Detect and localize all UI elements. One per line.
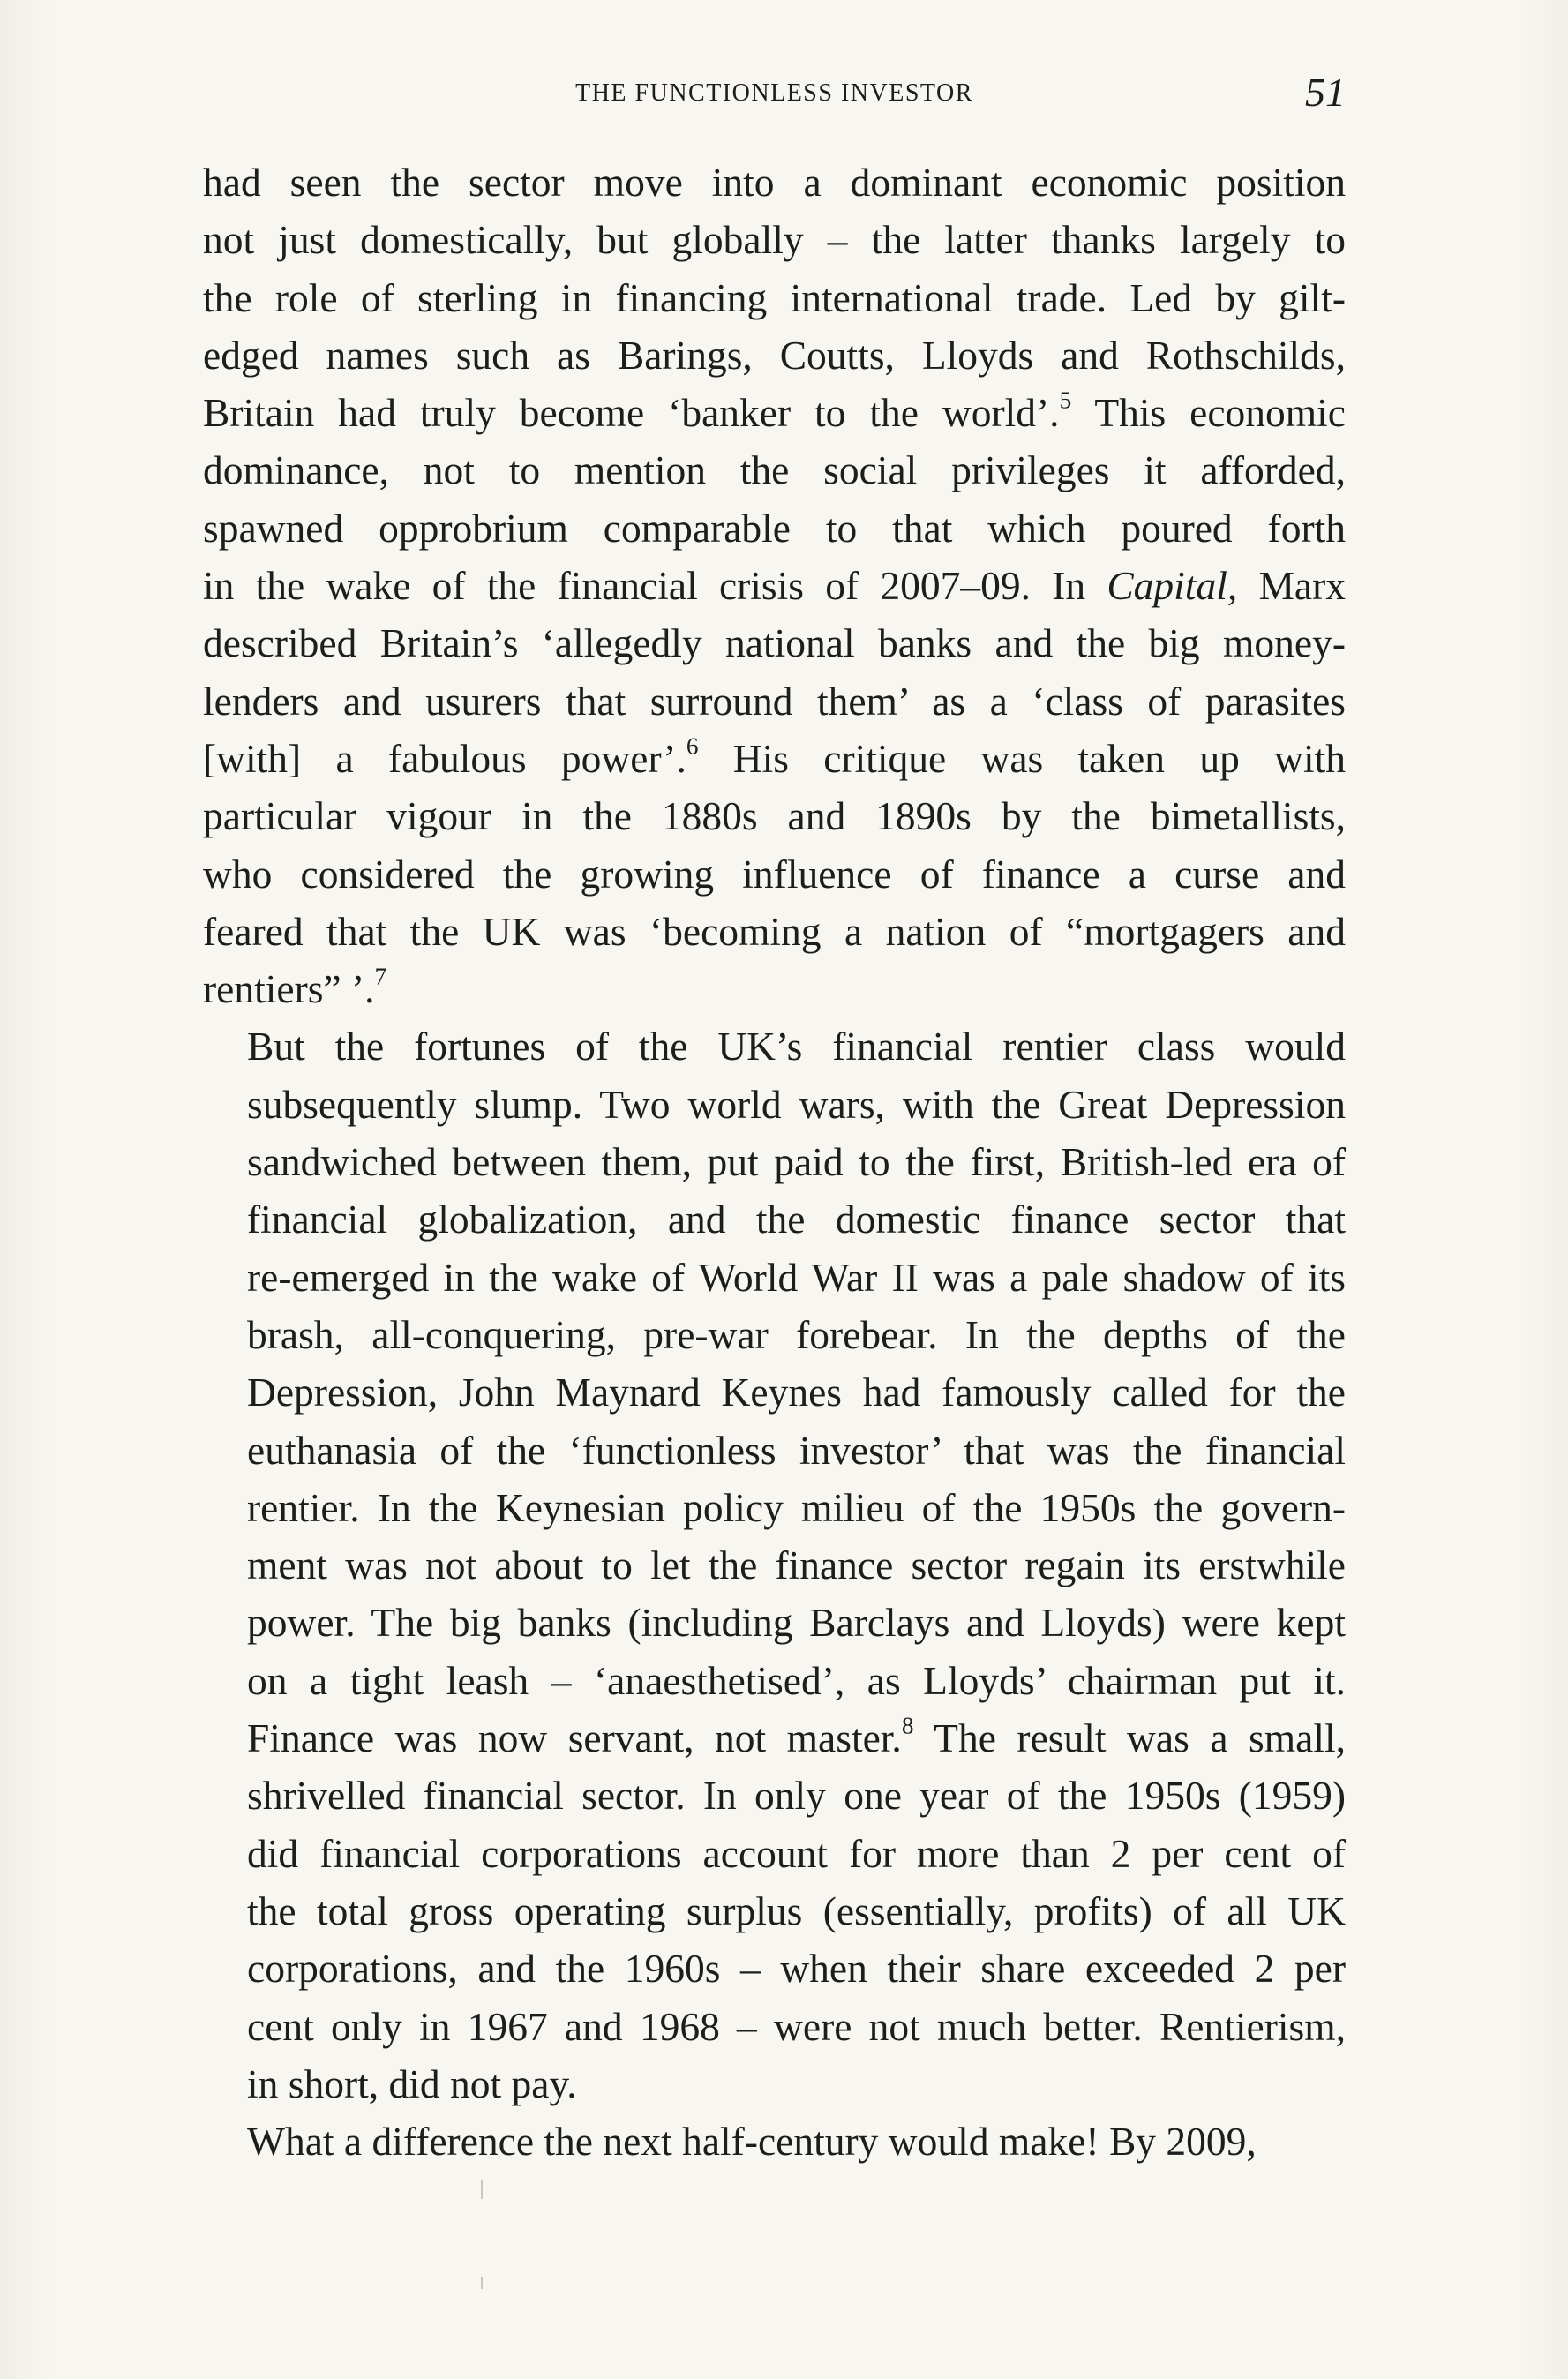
text-line: Depression, John Maynard Keynes had famously called for the <box>247 1370 1346 1415</box>
text-line: not just domestically, but globally – the latter thanks largely to <box>203 217 1346 263</box>
text-line: who considered the growing influence of finance a curse and <box>203 851 1346 897</box>
text-line: particular vigour in the 1880s and 1890s by the bimetallists, <box>203 793 1346 839</box>
paragraph <box>203 2113 1346 2170</box>
text-line: But the fortunes of the UK’s financial rentier class would <box>247 1024 1346 1069</box>
running-title: THE FUNCTIONLESS INVESTOR <box>575 79 973 107</box>
paragraph <box>203 154 1346 1017</box>
text-line: did financial corporations account for more than 2 per cent of <box>247 1830 1346 1876</box>
text-line: the total gross operating surplus (essentially, profits) of all UK <box>247 1887 1346 1933</box>
text-line: in short, did not pay. <box>247 2060 577 2106</box>
text-line: lenders and usurers that surround them’ as a ‘class of parasites <box>203 678 1346 724</box>
text-line: on a tight leash – ‘anaesthetised’, as Lloyds’ chairman put it. <box>247 1657 1346 1703</box>
text-line: described Britain’s ‘allegedly national banks and the big money- <box>203 620 1346 666</box>
text-line: Britain had truly become ‘banker to the world’.$^5$ This economic <box>203 386 1347 436</box>
text-line: the role of sterling in financing international trade. Led by gilt- <box>203 274 1346 320</box>
text-line: rentier. In the Keynesian policy milieu of the 1950s the govern- <box>247 1484 1346 1530</box>
text-line: sandwiched between them, put paid to the first, British-led era of <box>247 1139 1346 1185</box>
stray-mark <box>481 2180 483 2199</box>
text-line: had seen the sector move into a dominant economic position <box>203 160 1346 205</box>
text-line: feared that the UK was ‘becoming a nation of “mortgagers and <box>203 908 1346 954</box>
text-line: dominance, not to mention the social privileges it afforded, <box>203 447 1346 493</box>
text-line: corporations, and the 1960s – when their share exceeded 2 per <box>247 1946 1346 1992</box>
text-line: financial globalization, and the domestic finance sector that <box>247 1197 1346 1242</box>
text-line: power. The big banks (including Barclays and Lloyds) were kept <box>247 1600 1346 1646</box>
page-number: 51 <box>1305 70 1346 115</box>
text-line: Finance was now servant, not master.$^8$ The result was a small, <box>247 1712 1346 1761</box>
text-line: What a difference the next half-century would make! By 2009, <box>247 2119 1257 2165</box>
text-line: spawned opprobrium comparable to that which poured forth <box>203 505 1346 551</box>
text-line: brash, all-conquering, pre-war forebear. In the depths of the <box>247 1311 1346 1357</box>
text-line: subsequently slump. Two world wars, with the Great Depression <box>247 1081 1346 1127</box>
text-line: re-emerged in the wake of World War II was a pale shadow of its <box>247 1254 1346 1300</box>
stray-mark <box>481 2277 483 2289</box>
text-line: [with] a fabulous power’.$^6$ His critique was taken up with <box>203 732 1347 781</box>
text-line: rentiers” ’.$^7$ <box>203 963 387 1012</box>
text-line: ment was not about to let the finance sector regain its erstwhile <box>247 1542 1346 1588</box>
paragraph <box>203 1017 1346 2113</box>
text-line: euthanasia of the ‘functionless investor’ that was the financial <box>247 1427 1346 1473</box>
text-line: cent only in 1967 and 1968 – were not much better. Rentierism, <box>247 2003 1346 2049</box>
text-line: in the wake of the financial crisis of 2007–09. In Capital, Marx <box>203 563 1346 609</box>
body-text <box>203 154 1346 2170</box>
text-line: edged names such as Barings, Coutts, Lloyds and Rothschilds, <box>203 332 1346 378</box>
text-line: shrivelled financial sector. In only one year of the 1950s (1959) <box>247 1773 1346 1819</box>
running-head <box>203 69 1346 131</box>
